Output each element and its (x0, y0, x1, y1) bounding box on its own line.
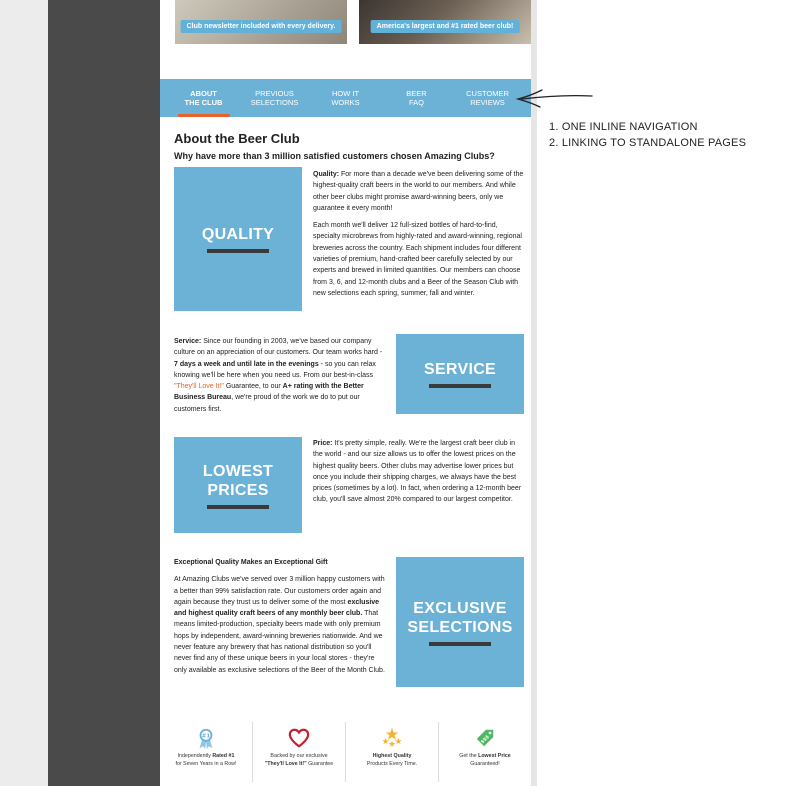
gift-bold-1: exclusive and highest quality craft beers of any monthly beer club. (174, 598, 380, 618)
svg-text:$$$: $$$ (480, 734, 491, 746)
gift-text-1: At Amazing Clubs we've served over 3 million happy customers with a better than 99% satisfaction rate. Our customers order again and again because they trust us to deliver some of the most (174, 576, 385, 606)
feature-text-bold: Lowest Price (478, 753, 511, 759)
annotation-line-1: 1. ONE INLINE NAVIGATION (549, 121, 698, 133)
feature-text-pre: Get the (459, 753, 479, 759)
guarantee-link[interactable]: "They'll Love It!" (174, 383, 224, 391)
service-text-1: Since our founding in 2003, we've based our company culture on an appreciation of our customers. Our team works hard - (174, 338, 383, 357)
exclusive-selections-tile-label: EXCLUSIVE SELECTIONS (407, 599, 513, 636)
nav-tab-previous-selections[interactable]: PREVIOUS SELECTIONS (250, 89, 299, 107)
service-bold-1: 7 days a week and until late in the evenings (174, 360, 319, 368)
hero-caption-left: Club newsletter included with every delivery. (181, 20, 342, 33)
feature-text-pre: Backed by our exclusive (270, 753, 328, 759)
feature-text-post: Products Every Time. (366, 760, 418, 767)
quality-text-1: For more than a decade we've been delivering some of the highest-quality craft beers in the world to our members. And while other beer clubs might promise award-winning beers, only we guarantee it every month! (313, 171, 524, 212)
annotation-pane (537, 0, 800, 786)
service-lead: Service: (174, 338, 202, 345)
price-text: It's pretty simple, really. We're the largest craft beer club in the world - and our size allows us to offer the lowest prices on the highest quality beers. Other clubs may advertise lower prices but once you include their shipping charges, we always have the best prices (sometimes by a lot). In fact, when ordering a 12-month beer club, you'll save almost 20% compared to our largest competitor. (313, 440, 522, 504)
ribbon-icon (195, 727, 217, 749)
quality-tile-label: QUALITY (201, 226, 275, 243)
gift-heading: Exceptional Quality Makes an Exceptional Gift (174, 559, 328, 566)
hero-caption-right: America's largest and #1 rated beer club! (371, 20, 520, 33)
exclusive-selections-tile (396, 557, 524, 687)
left-gutter (0, 0, 48, 786)
feature-text-post: Guarantee (306, 760, 334, 767)
nav-tab-how-it-works[interactable]: HOW IT WORKS (331, 89, 360, 107)
lowest-prices-tile (174, 437, 302, 533)
dark-sidebar (48, 0, 160, 786)
quality-tile (174, 167, 302, 311)
feature-text-bold: Rated #1 (212, 753, 235, 759)
nav-tab-customer-reviews[interactable]: CUSTOMER REVIEWS (466, 89, 509, 107)
feature-lowest-price (439, 722, 531, 782)
price-section (313, 438, 525, 506)
hero-image-beer (359, 0, 531, 44)
svg-text:#1: #1 (201, 733, 211, 740)
page-title: About the Beer Club (174, 131, 300, 146)
service-tile-label: SERVICE (423, 361, 497, 378)
gift-section (174, 557, 386, 676)
inline-navigation (160, 79, 531, 117)
feature-highest-quality (346, 722, 439, 782)
nav-tab-beer-faq[interactable]: BEER FAQ (406, 89, 427, 107)
feature-text-post: for Seven Years in a Row! (175, 760, 237, 767)
tile-underline (207, 249, 269, 253)
annotation-line-2: 2. LINKING TO STANDALONE PAGES (549, 137, 747, 149)
hero-image-newsletter (175, 0, 347, 44)
feature-strip (160, 722, 531, 782)
lowest-prices-tile-label: LOWEST PRICES (202, 462, 274, 499)
feature-rated-1 (160, 722, 253, 782)
quality-section (313, 169, 525, 299)
nav-tab-about-the-club[interactable]: ABOUT THE CLUB (171, 79, 237, 117)
service-text-4: , we're proud of the work we do to put our customers first. (174, 394, 360, 413)
price-lead: Price: (313, 440, 333, 447)
beer-club-page (160, 0, 531, 786)
page-subtitle: Why have more than 3 million satisfied customers chosen Amazing Clubs? (174, 151, 495, 161)
service-bold-2: A+ rating with the Better Business Bureau (174, 383, 364, 402)
annotation-arrow-icon (512, 82, 594, 110)
service-tile (396, 334, 524, 414)
feature-guarantee (253, 722, 346, 782)
tile-underline (429, 384, 491, 388)
quality-text-2: Each month we'll deliver 12 full-sized bottles of hard-to-find, specialty microbrews from highly-rated and award-winning, regional breweries across the country. Each shipment includes four different varieties of premium, hand-crafted beer carefully selected by our experts and brewed in limited quantities. Our members can choose from 3, 6, and 12-month clubs and a Beer of the Season Club with new selections each spring, summer, fall and winter. (313, 222, 522, 297)
feature-text-bold: Highest Quality (372, 753, 412, 759)
service-text-2: - so you can relax knowing we'll be here when you need us. From our best-in-class (174, 360, 376, 379)
stars-icon (381, 727, 403, 749)
feature-text-pre: Independently (177, 753, 213, 759)
service-text-3: Guarantee, to our (223, 383, 283, 391)
heart-icon (288, 727, 310, 749)
feature-text-post: Guaranteed! (470, 760, 500, 767)
tile-underline (207, 505, 269, 509)
service-section (174, 336, 386, 415)
gift-text-2: That means limited-production, specialty beers made with only premium hops by independent, award-winning breweries nationwide. And we never feature any brewery that has national distribution so you'll never find any of these unique beers in your local stores - they're only available as exclusive selections of the Beer of the Month Club. (174, 610, 385, 674)
tile-underline (429, 642, 491, 646)
feature-text-bold: "They'll Love It!" (264, 760, 307, 767)
quality-lead: Quality: (313, 171, 340, 178)
price-tag-icon (474, 727, 496, 749)
